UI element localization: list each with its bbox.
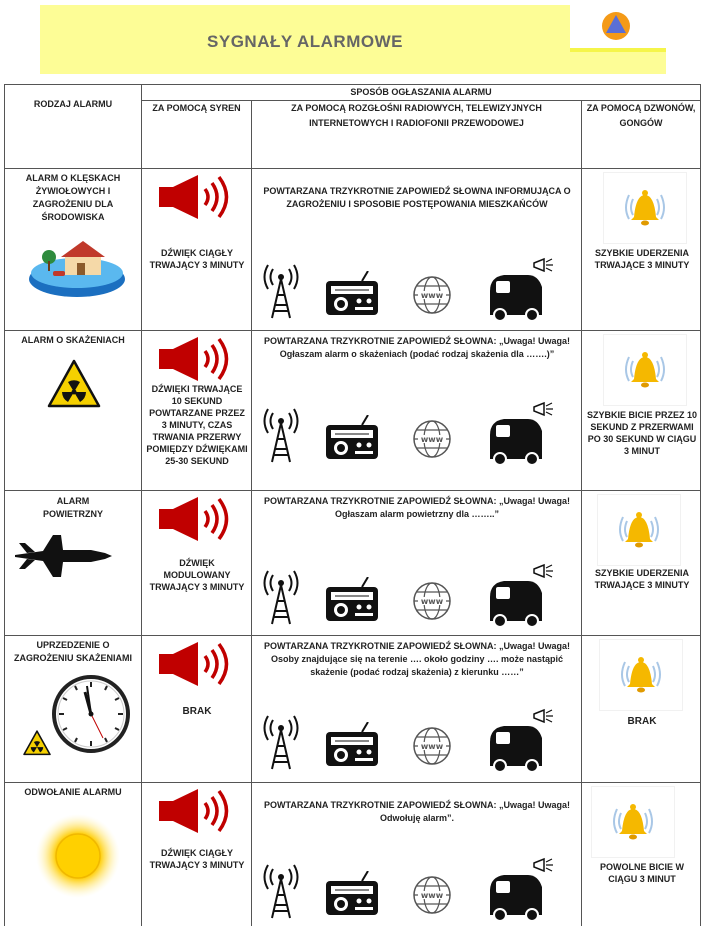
alarm-kind-label: UPRZEDZENIE O ZAGROŻENIU SKAŻENIAMI [14, 640, 132, 663]
header-method: SPOSÓB OGŁASZANIA ALARMU [142, 85, 701, 101]
table-row [5, 783, 701, 926]
page-title: SYGNAŁY ALARMOWE [207, 32, 403, 51]
loudspeaker-car-icon [484, 401, 558, 465]
media-icons [252, 708, 582, 778]
loudspeaker-car-icon [484, 708, 558, 772]
radio-tower-icon [262, 863, 300, 919]
table-row [5, 491, 701, 636]
alarm-kind-cell [5, 331, 142, 491]
bell-icon [600, 640, 682, 710]
table-row [5, 169, 701, 331]
loudspeaker-car-icon [484, 857, 558, 921]
siren-cell [142, 331, 252, 491]
www-globe-icon [412, 581, 452, 621]
logo-box [570, 5, 666, 52]
header-bells: ZA POMOCĄ DZWONÓW, GONGÓW [582, 101, 701, 169]
civil-defence-logo-icon [601, 11, 631, 41]
title-banner [40, 5, 666, 74]
www-globe-icon [412, 726, 452, 766]
speaker-icon [158, 173, 238, 221]
radio-tower-icon [262, 263, 300, 319]
bell-icon [598, 495, 680, 565]
sun-icon [35, 813, 121, 899]
bell-cell [582, 636, 701, 783]
alarm-kind-cell [5, 783, 142, 926]
siren-description: BRAK [182, 706, 212, 717]
siren-cell [142, 491, 252, 636]
radio-cell [252, 491, 582, 636]
www-globe-icon [412, 875, 452, 915]
radio-cell [252, 783, 582, 926]
alarm-kind-label: ALARM O KLĘSKACH ŻYWIOŁOWYCH I ZAGROŻENIU DLA ŚRODOWISKA [25, 173, 121, 222]
bell-icon [592, 787, 674, 857]
radio-tower-icon [262, 569, 300, 625]
bell-description: BRAK [627, 716, 657, 727]
speaker-icon [158, 495, 238, 543]
loudspeaker-car-icon [484, 563, 558, 627]
alarm-kind-label: ODWOŁANIE ALARMU [24, 787, 122, 797]
header-radio: ZA POMOCĄ ROZGŁOŚNI RADIOWYCH, TELEWIZYJNYCH INTERNETOWYCH I RADIOFONII PRZEWODOWEJ [252, 101, 582, 169]
speaker-icon [158, 787, 238, 835]
radio-description: POWTARZANA TRZYKROTNIE ZAPOWIEDŹ SŁOWNA INFORMUJĄCA O ZAGROŻENIU I SPOSOBIE POSTĘPOWANIA MIESZKAŃCÓW [263, 186, 571, 209]
radio-icon [324, 415, 380, 461]
media-icons [252, 857, 582, 926]
radio-cell [252, 636, 582, 783]
loudspeaker-car-icon [484, 257, 558, 321]
siren-description: DŹWIĘK CIĄGŁY TRWAJĄCY 3 MINUTY [149, 848, 245, 870]
siren-cell [142, 169, 252, 331]
radio-tower-icon [262, 714, 300, 770]
radio-icon [324, 577, 380, 623]
radio-description: POWTARZANA TRZYKROTNIE ZAPOWIEDŹ SŁOWNA: „Uwaga! Uwaga! Ogłaszam alarm o skażeniach (podać rodzaj skażenia dla …….)” [264, 336, 570, 359]
www-globe-icon [412, 419, 452, 459]
media-icons [252, 563, 582, 633]
radiation-icon [23, 730, 51, 756]
radio-description: POWTARZANA TRZYKROTNIE ZAPOWIEDŹ SŁOWNA: „Uwaga! Uwaga! Ogłaszam alarm powietrzny dla ……..” [264, 496, 570, 519]
bell-description: SZYBKIE UDERZENIA TRWAJĄCE 3 MINUTY [594, 568, 690, 590]
media-icons [252, 257, 582, 327]
bell-cell [582, 331, 701, 491]
table-row [5, 331, 701, 491]
radio-description: POWTARZANA TRZYKROTNIE ZAPOWIEDŹ SŁOWNA: „Uwaga! Uwaga! Odwołuję alarm”. [264, 800, 570, 823]
alarm-kind-cell [5, 636, 142, 783]
bell-icon [604, 173, 686, 243]
radio-cell [252, 169, 582, 331]
siren-cell [142, 783, 252, 926]
alarm-kind-label: ALARM O SKAŻENIACH [21, 335, 125, 345]
alarm-kind-label: ALARM POWIETRZNY [43, 496, 103, 519]
alarm-kind-cell [5, 491, 142, 636]
radio-cell [252, 331, 582, 491]
siren-cell [142, 636, 252, 783]
bell-description: SZYBKIE UDERZENIA TRWAJĄCE 3 MINUTY [594, 248, 690, 270]
fighter-jet-icon [13, 531, 113, 581]
bell-cell [582, 169, 701, 331]
flood-house-icon [27, 233, 127, 301]
header-alarm-kind: RODZAJ ALARMU [5, 85, 142, 169]
media-icons [252, 401, 582, 471]
alarm-kind-cell [5, 169, 142, 331]
radio-icon [324, 722, 380, 768]
speaker-icon [158, 335, 238, 383]
bell-cell [582, 783, 701, 926]
siren-description: DŹWIĘK CIĄGŁY TRWAJĄCY 3 MINUTY [149, 248, 245, 270]
bell-description: SZYBKIE BICIE PRZEZ 10 SEKUND Z PRZERWAMI PO 30 SEKUND W CIĄGU 3 MINUT [586, 410, 698, 456]
www-globe-icon [412, 275, 452, 315]
siren-description: DŹWIĘK MODULOWANY TRWAJĄCY 3 MINUTY [149, 558, 245, 592]
radio-icon [324, 271, 380, 317]
radiation-icon [47, 359, 101, 409]
speaker-icon [158, 640, 238, 688]
siren-description: DŹWIĘKI TRWAJĄCE 10 SEKUND POWTARZANE PRZEZ 3 MINUTY, CZAS TRWANIA PRZERWY POMIĘDZY DŹWIĘKAMI 25-30 SEKUND [146, 384, 248, 466]
bell-icon [604, 335, 686, 405]
radio-tower-icon [262, 407, 300, 463]
bell-description: POWOLNE BICIE W CIĄGU 3 MINUT [600, 862, 684, 884]
radio-icon [324, 871, 380, 917]
radio-description: POWTARZANA TRZYKROTNIE ZAPOWIEDŹ SŁOWNA: „Uwaga! Uwaga! Osoby znajdujące się na terenie …. około godziny …. może nastąpić skażenie (podać rodzaj skażenia) z kierunku ……” [264, 641, 570, 677]
bell-cell [582, 491, 701, 636]
alarm-signals-table [4, 84, 701, 926]
header-sirens: ZA POMOCĄ SYREN [142, 101, 252, 169]
table-row [5, 636, 701, 783]
clock-icon [51, 674, 131, 754]
